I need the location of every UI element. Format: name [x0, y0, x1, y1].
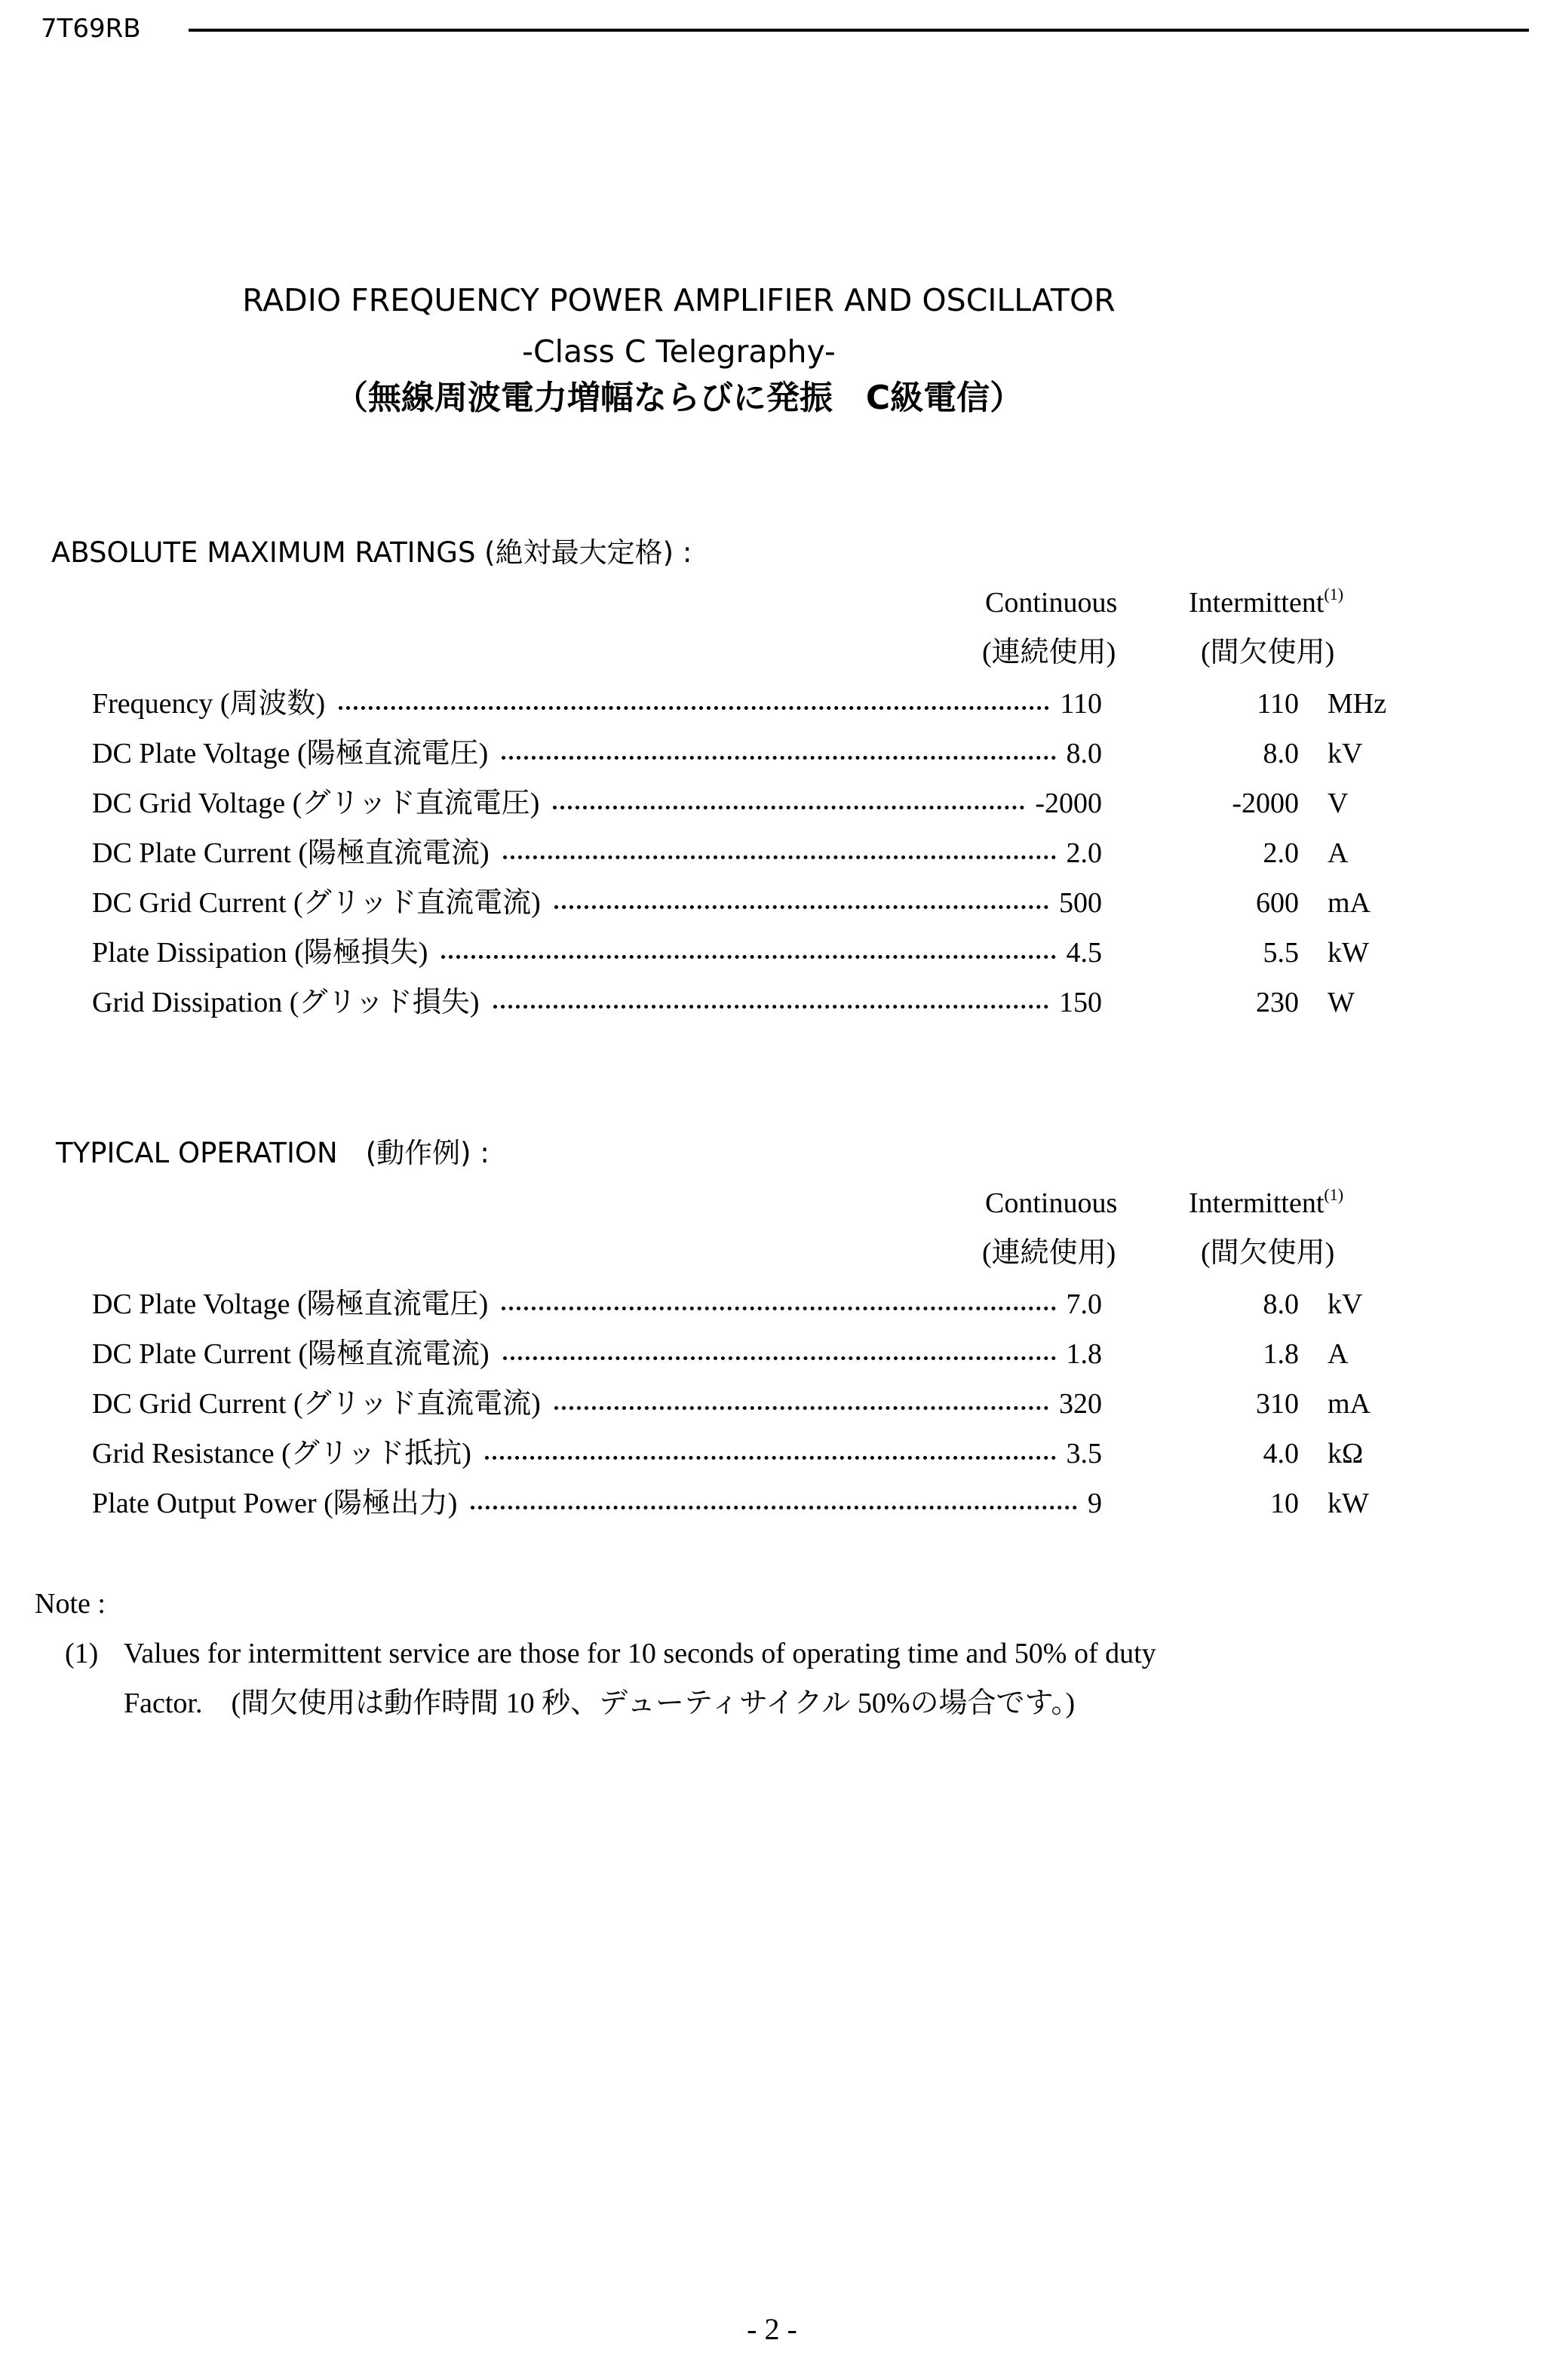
value-continuous: 110	[1060, 688, 1102, 720]
table-row	[0, 828, 1544, 878]
value-continuous: 9	[1088, 1488, 1102, 1519]
document-code: 7T69RB	[41, 14, 141, 44]
table-row	[0, 1279, 1544, 1329]
row-label: DC Plate Current (陽極直流電流)	[92, 1338, 490, 1370]
typ-col-continuous-label: Continuous	[985, 1187, 1118, 1219]
value-continuous: 4.5	[1066, 937, 1102, 969]
value-continuous: 7.0	[1066, 1288, 1102, 1320]
value-unit: kV	[1328, 1288, 1363, 1320]
typical-operation-heading: TYPICAL OPERATION (動作例) :	[56, 1137, 490, 1169]
value-intermittent: 110	[1257, 688, 1299, 720]
note-text-line2: Factor. (間欠使用は動作時間 10 秒、デューティサイクル 50%の場合です。)	[124, 1687, 1076, 1719]
row-label: Plate Dissipation (陽極損失)	[92, 937, 428, 969]
value-continuous: 500	[1059, 887, 1102, 919]
value-continuous: 3.5	[1066, 1438, 1102, 1469]
row-label: DC Grid Current (グリッド直流電流)	[92, 1388, 541, 1420]
value-unit: kW	[1328, 937, 1369, 969]
table-row	[0, 778, 1544, 828]
title-japanese: （無線周波電力増幅ならびに発振 C級電信）	[334, 379, 1024, 417]
leader-dots	[503, 855, 1056, 859]
typ-col-continuous	[985, 1184, 1117, 1222]
row-label: Grid Dissipation (グリッド損失)	[92, 987, 480, 1018]
value-unit: kΩ	[1328, 1438, 1364, 1469]
title-subtitle: -Class C Telegraphy-	[522, 333, 836, 370]
value-intermittent: 8.0	[1263, 1288, 1299, 1320]
table-row	[0, 978, 1544, 1027]
page-number: - 2 -	[747, 2312, 797, 2346]
leader-dots	[471, 1506, 1077, 1509]
row-label: DC Plate Current (陽極直流電流)	[92, 837, 490, 869]
value-continuous: 320	[1059, 1388, 1102, 1420]
row-label: Grid Resistance (グリッド抵抗)	[92, 1438, 471, 1469]
value-unit: mA	[1328, 1388, 1371, 1420]
value-unit: mA	[1328, 887, 1371, 919]
value-intermittent: 310	[1256, 1388, 1299, 1420]
leader-dots	[554, 1406, 1048, 1410]
leader-dots	[503, 1356, 1056, 1360]
table-row	[0, 729, 1544, 778]
typ-col-intermittent-footnote-ref: (1)	[1324, 1185, 1344, 1204]
note-label: Note :	[35, 1588, 106, 1620]
leader-dots	[502, 1307, 1056, 1310]
note-text-line1: Values for intermittent service are those for 10 seconds of operating time and 50% of duty	[124, 1638, 1156, 1669]
typ-col-intermittent	[1189, 1184, 1343, 1226]
value-intermittent: 5.5	[1263, 937, 1299, 969]
typ-col-intermittent-label: Intermittent	[1189, 1187, 1325, 1219]
leader-dots	[493, 1005, 1048, 1009]
value-intermittent: 230	[1256, 987, 1299, 1018]
amr-col-continuous-label: Continuous	[985, 587, 1118, 619]
value-continuous: 1.8	[1066, 1338, 1102, 1370]
leader-dots	[339, 706, 1049, 710]
absolute-max-heading: ABSOLUTE MAXIMUM RATINGS (絶対最大定格) :	[51, 536, 692, 569]
value-intermittent: 600	[1256, 887, 1299, 919]
title-main: RADIO FREQUENCY POWER AMPLIFIER AND OSCILLATOR	[242, 282, 1116, 318]
leader-dots	[554, 905, 1048, 909]
value-intermittent: 2.0	[1263, 837, 1299, 869]
table-row	[0, 1379, 1544, 1429]
value-continuous: 150	[1059, 987, 1102, 1018]
amr-col-intermittent-jp: (間欠使用)	[1201, 637, 1335, 668]
table-row	[0, 679, 1544, 729]
table-row	[0, 928, 1544, 978]
typ-col-intermittent-jp: (間欠使用)	[1201, 1237, 1335, 1269]
amr-col-intermittent	[1189, 584, 1343, 625]
value-intermittent: 1.8	[1263, 1338, 1299, 1370]
row-label: DC Grid Voltage (グリッド直流電圧)	[92, 788, 540, 819]
value-intermittent: 4.0	[1263, 1438, 1299, 1469]
header-rule	[189, 29, 1529, 32]
value-intermittent: 8.0	[1263, 738, 1299, 769]
value-intermittent: 10	[1270, 1488, 1299, 1519]
table-row	[0, 878, 1544, 928]
value-unit: MHz	[1328, 688, 1387, 720]
row-label: DC Plate Voltage (陽極直流電圧)	[92, 738, 489, 769]
value-continuous: 8.0	[1066, 738, 1102, 769]
row-label: DC Plate Voltage (陽極直流電圧)	[92, 1288, 489, 1320]
amr-col-intermittent-footnote-ref: (1)	[1324, 585, 1344, 603]
value-unit: A	[1328, 1338, 1349, 1370]
value-intermittent: -2000	[1232, 788, 1299, 819]
leader-dots	[502, 756, 1056, 760]
typ-col-continuous-jp: (連続使用)	[982, 1237, 1116, 1269]
table-row	[0, 1429, 1544, 1479]
value-continuous: -2000	[1035, 788, 1102, 819]
amr-col-intermittent-label: Intermittent	[1189, 587, 1325, 619]
value-unit: kV	[1328, 738, 1363, 769]
value-unit: A	[1328, 837, 1349, 869]
amr-col-continuous	[985, 584, 1117, 622]
leader-dots	[441, 955, 1056, 959]
row-label: DC Grid Current (グリッド直流電流)	[92, 887, 541, 919]
value-continuous: 2.0	[1066, 837, 1102, 869]
note-number: (1)	[65, 1638, 99, 1669]
table-row	[0, 1329, 1544, 1379]
table-row	[0, 1479, 1544, 1528]
value-unit: W	[1328, 987, 1355, 1018]
leader-dots	[553, 806, 1024, 809]
amr-col-continuous-jp: (連続使用)	[982, 637, 1116, 668]
value-unit: kW	[1328, 1488, 1369, 1519]
value-unit: V	[1328, 788, 1349, 819]
row-label: Plate Output Power (陽極出力)	[92, 1488, 458, 1519]
leader-dots	[485, 1456, 1056, 1460]
row-label: Frequency (周波数)	[92, 688, 326, 720]
